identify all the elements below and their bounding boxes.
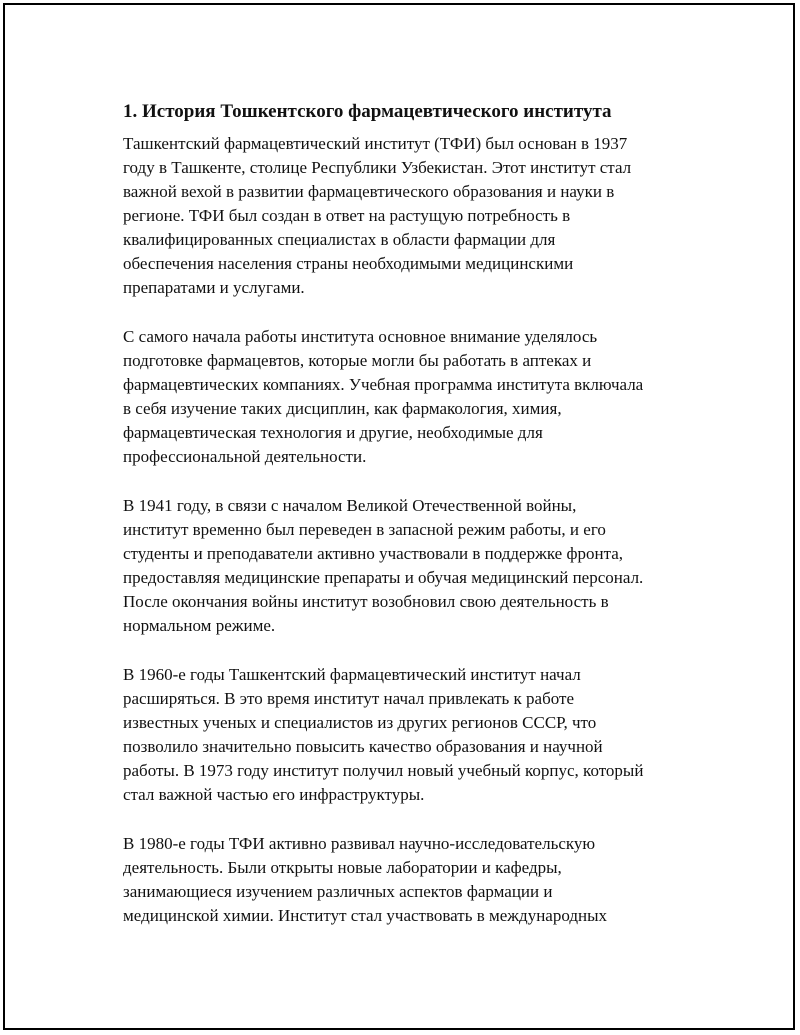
text-line: деятельность. Были открыты новые лаборатории и кафедры, <box>123 858 562 877</box>
text-line: В 1980-е годы ТФИ активно развивал научно-исследовательскую <box>123 834 596 853</box>
text-line: нормальном режиме. <box>123 616 276 635</box>
paragraph-5 <box>123 832 703 928</box>
paragraph-3 <box>123 494 703 638</box>
page-frame <box>3 3 795 1030</box>
text-line: важной вехой в развитии фармацевтического образования и науки в <box>123 182 615 201</box>
text-line: Ташкентский фармацевтический институт (ТФИ) был основан в 1937 <box>123 134 628 153</box>
text-line: фармацевтических компаниях. Учебная программа института включала <box>123 375 644 394</box>
text-line: медицинской химии. Институт стал участвовать в международных <box>123 906 608 925</box>
paragraph-spacer <box>123 807 703 832</box>
text-line: С самого начала работы института основное внимание уделялось <box>123 327 598 346</box>
paragraph-spacer <box>123 638 703 663</box>
text-line: регионе. ТФИ был создан в ответ на растущую потребность в <box>123 206 571 225</box>
text-line: институт временно был переведен в запасной режим работы, и его <box>123 520 606 539</box>
text-line: После окончания войны институт возобновил свою деятельность в <box>123 592 609 611</box>
paragraph-spacer <box>123 300 703 325</box>
text-line: В 1941 году, в связи с началом Великой Отечественной войны, <box>123 496 577 515</box>
document-body <box>123 99 703 928</box>
text-line: в себя изучение таких дисциплин, как фармакология, химия, <box>123 399 562 418</box>
text-line: профессиональной деятельности. <box>123 447 367 466</box>
text-line: стал важной частью его инфраструктуры. <box>123 785 425 804</box>
text-line: обеспечения населения страны необходимыми медицинскими <box>123 254 574 273</box>
paragraph-spacer <box>123 469 703 494</box>
text-line: В 1960-е годы Ташкентский фармацевтический институт начал <box>123 665 581 684</box>
paragraph-4 <box>123 663 703 807</box>
text-line: занимающиеся изучением различных аспектов фармации и <box>123 882 553 901</box>
text-line: работы. В 1973 году институт получил новый учебный корпус, который <box>123 761 644 780</box>
text-line: подготовке фармацевтов, которые могли бы работать в аптеках и <box>123 351 592 370</box>
paragraph-1 <box>123 132 703 300</box>
text-line: препаратами и услугами. <box>123 278 305 297</box>
text-line: студенты и преподаватели активно участвовали в поддержке фронта, <box>123 544 624 563</box>
text-line: фармацевтическая технология и другие, необходимые для <box>123 423 543 442</box>
section-heading: 1. История Тошкентского фармацевтического института <box>123 101 612 122</box>
text-line: квалифицированных специалистах в области фармации для <box>123 230 556 249</box>
text-line: расширяться. В это время институт начал привлекать к работе <box>123 689 574 708</box>
text-line: году в Ташкенте, столице Республики Узбекистан. Этот институт стал <box>123 158 632 177</box>
text-line: известных ученых и специалистов из других регионов СССР, что <box>123 713 597 732</box>
text-line: позволило значительно повысить качество образования и научной <box>123 737 603 756</box>
text-line: предоставляя медицинские препараты и обучая медицинский персонал. <box>123 568 644 587</box>
paragraph-2 <box>123 325 703 469</box>
